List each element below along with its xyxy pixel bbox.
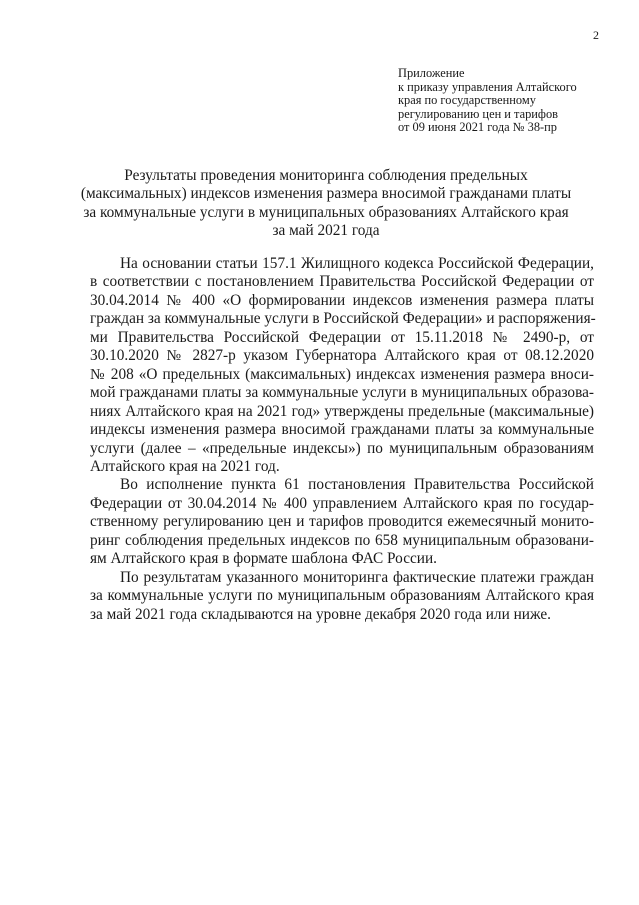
- paragraph-legal-basis: [90, 255, 594, 476]
- paragraph-line: за коммунальные услуги по муниципальным образованиям Алтайского края: [90, 587, 594, 605]
- appendix-line: края по государственному: [398, 93, 536, 108]
- paragraph-monitoring: [90, 476, 594, 568]
- paragraph-line: в соответствии с постановлением Правительства Российской Федерации от: [90, 273, 594, 291]
- appendix-line: регулированию цен и тарифов: [398, 106, 558, 121]
- page-number: 2: [593, 28, 599, 42]
- title-line: за коммунальные услуги в муниципальных образованиях Алтайского края: [83, 203, 569, 221]
- paragraph-line: ям Алтайского края в формате шаблона ФАС России.: [90, 550, 437, 568]
- title-line: (максимальных) индексов изменения размера вносимой гражданами платы: [80, 185, 572, 203]
- paragraph-line: № 208 «О предельных (максимальных) индексах изменения размера вноси-: [90, 365, 594, 383]
- appendix-line: Приложение: [398, 66, 465, 80]
- document-body: [90, 255, 594, 624]
- paragraph-line: ми Правительства Российской Федерации от 15.11.2018 № 2490-р, от: [90, 328, 594, 346]
- paragraph-line: ственному регулированию цен и тарифов проводится ежемесячный монито-: [90, 513, 594, 531]
- title-line: за май 2021 года: [272, 222, 380, 240]
- paragraph-line: 30.04.2014 № 400 «О формировании индексов изменения размера платы: [90, 291, 594, 309]
- paragraph-line: 30.10.2020 № 2827-р указом Губернатора Алтайского края от 08.12.2020: [90, 347, 594, 365]
- paragraph-line: индексы изменения размера вносимой гражданами платы за коммунальные: [90, 421, 594, 439]
- paragraph-line: мой гражданами платы за коммунальные услуги в муниципальных образова-: [90, 384, 594, 402]
- paragraph-line: за май 2021 года складываются на уровне декабря 2020 года или ниже.: [90, 605, 551, 623]
- appendix-block: [398, 67, 618, 135]
- paragraph-results: [90, 569, 594, 624]
- paragraph-line: граждан за коммунальные услуги в Российской Федерации» и распоряжения-: [90, 310, 596, 328]
- appendix-line: от 09 июня 2021 года № 38-пр: [398, 120, 558, 135]
- document-title: [60, 167, 592, 241]
- paragraph-line: Во исполнение пункта 61 постановления Правительства Российской: [120, 476, 594, 494]
- paragraph-line: Федерации от 30.04.2014 № 400 управлением Алтайского края по государ-: [90, 494, 594, 512]
- paragraph-line: ринг соблюдения предельных индексов по 658 муниципальным образовани-: [90, 531, 594, 549]
- paragraph-line: По результатам указанного мониторинга фактические платежи граждан: [120, 568, 594, 586]
- paragraph-line: На основании статьи 157.1 Жилищного кодекса Российской Федерации,: [120, 255, 594, 272]
- paragraph-line: ниях Алтайского края на 2021 год» утверждены предельные (максимальные): [90, 402, 594, 420]
- paragraph-line: услуги (далее – «предельные индексы») по муниципальным образованиям: [90, 439, 594, 457]
- paragraph-line: Алтайского края на 2021 год.: [90, 457, 280, 475]
- appendix-line: к приказу управления Алтайского: [398, 79, 577, 94]
- title-line: Результаты проведения мониторинга соблюдения предельных: [124, 167, 528, 184]
